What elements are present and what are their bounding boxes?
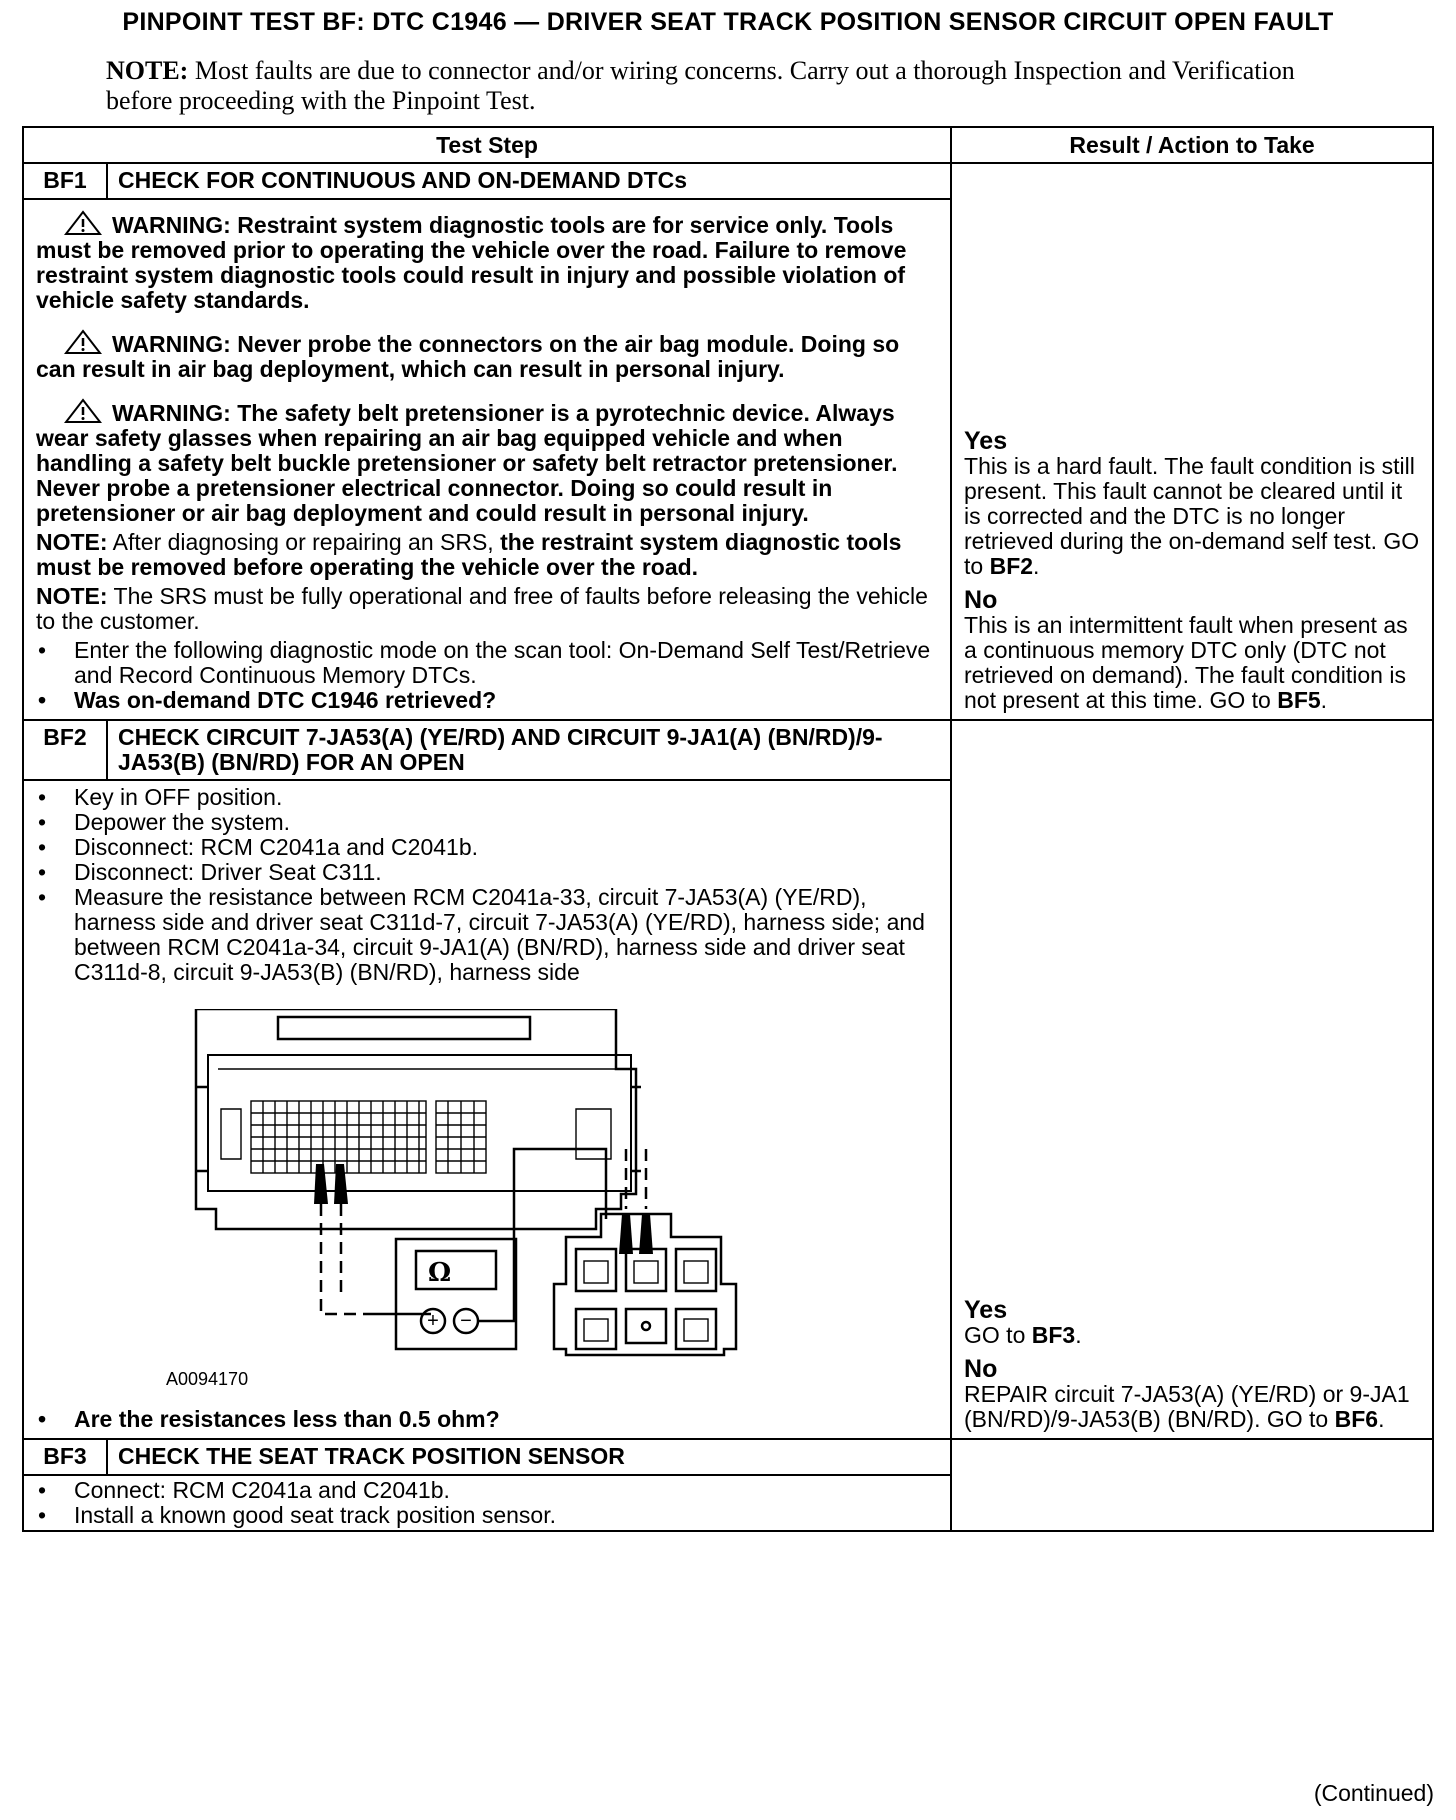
bf2-yes-target: BF3 [1031,1322,1076,1348]
list-item: • Measure the resistance between RCM C2041a-33, circuit 7-JA53(A) (YE/RD), harness side and driver seat C311d-7, circuit 7-JA53(A) (YE/RD), harness side; and between RCM C2041a-34, circuit 9-JA1(A) (BN/RD), harness side and driver seat C311d-8, circuit 9-JA53(B) (BN/RD), harness side [36,885,938,985]
bf3-step-title: CHECK THE SEAT TRACK POSITION SENSOR [107,1439,951,1475]
bf1-yes-label: Yes [964,427,1008,455]
ohm-symbol: Ω [428,1258,452,1288]
bf2-bullets [36,785,938,985]
bf1-question: • Was on-demand DTC C1946 retrieved? [36,688,938,713]
warning-triangle-icon [64,210,102,236]
bf1-note-1-label: NOTE: [36,529,108,555]
bf1-note-2-label: NOTE: [36,583,108,609]
page-title: PINPOINT TEST BF: DTC C1946 — DRIVER SEAT TRACK POSITION SENSOR CIRCUIT OPEN FAULT [122,8,1334,36]
bf1-warning-3-text: WARNING: The safety belt pretensioner is a pyrotechnic device. Always wear safety glasses when repairing an air bag equipped vehicle and when handling a safety belt buckle pretensioner or safety belt retractor pretensioner. Never probe a pretensioner electrical connector. Doing so could result in pretensioner or air bag deployment and could result in personal injury. [36,400,898,526]
bf2-no-end: . [1378,1406,1385,1432]
intro-note-label: NOTE: [106,56,189,85]
bf1-no-label: No [964,586,998,614]
rcm-connector-outline [196,1009,636,1229]
bf2-yes-end: . [1075,1322,1082,1348]
bf1-no-text [964,613,1420,713]
bf2-no-target: BF6 [1334,1406,1379,1432]
bf1-warning-2 [36,329,938,382]
bf1-step-id: BF1 [23,163,107,199]
bf1-body [23,199,951,720]
bf1-title-row [23,163,1433,199]
list-item: • Disconnect: RCM C2041a and C2041b. [36,835,938,860]
ohmmeter-body [396,1239,516,1349]
bf1-yes-end: . [1033,553,1040,579]
bf2-yes-label: Yes [964,1296,1008,1324]
bf1-no-target: BF5 [1277,687,1321,713]
bf3-title-row [23,1439,1433,1475]
bf2-yes-action: GO to [964,1322,1032,1348]
warning-triangle-icon [64,329,102,355]
bf1-no-end: . [1320,687,1328,713]
bf3-body [23,1475,951,1531]
meter-minus-terminal: − [460,1310,472,1332]
bf2-no-label: No [964,1355,998,1383]
continued-label: (Continued) [1313,1780,1434,1806]
bf1-warning-2-text: WARNING: Never probe the connectors on the air bag module. Doing so can result in air bag deployment, which can result in personal injury. [36,331,900,382]
list-item: • Disconnect: Driver Seat C311. [36,860,938,885]
bf2-step-id: BF2 [23,720,107,780]
bf2-question-list [36,1407,938,1432]
pinpoint-test-table [22,126,1434,1532]
bf1-note-2-text: The SRS must be fully operational and free of faults before releasing the vehicle to the customer. [36,583,928,634]
bf1-result-cell [951,163,1433,720]
bf1-yes-action: This is a hard fault. The fault condition is still present. This fault cannot be cleared until it is corrected and the DTC is no longer retrieved during the on-demand self test. GO to [964,453,1420,579]
warning-triangle-icon [64,398,102,424]
table-header-row [23,127,1433,163]
bf2-yes-text [964,1323,1420,1348]
header-test-step: Test Step [23,127,951,163]
meter-plus-terminal: + [427,1310,439,1332]
figure-code: A0094170 [166,1369,249,1389]
list-item: • Depower the system. [36,810,938,835]
bf1-note-1 [36,530,938,580]
bf3-step-id: BF3 [23,1439,107,1475]
bf1-warning-3 [36,398,938,526]
connector-diagram [36,1009,856,1399]
intro-note-text: Most faults are due to connector and/or wiring concerns. Carry out a thorough Inspection and Verification before proceeding with the Pinpoint Test. [106,56,1295,115]
bf1-warning-1-text: WARNING: Restraint system diagnostic tools are for service only. Tools must be removed prior to operating the vehicle over the road. Failure to remove restraint system diagnostic tools could result in injury and possible violation of vehicle safety standards. [36,212,907,313]
bf2-question: • Are the resistances less than 0.5 ohm? [36,1407,938,1432]
bf2-title-row [23,720,1433,780]
wiring-diagram-graphic [36,1009,856,1359]
bf1-note-1-bold: the restraint system diagnostic tools must be removed before operating the vehicle over the road. [36,529,902,580]
bf2-no-text [964,1382,1420,1432]
bf1-note-2 [36,584,938,634]
bf3-bullets [36,1478,938,1528]
bf1-yes-text [964,454,1420,579]
bf2-step-title: CHECK CIRCUIT 7-JA53(A) (YE/RD) AND CIRCUIT 9-JA1(A) (BN/RD)/9-JA53(B) (BN/RD) FOR AN OPEN [107,720,951,780]
bf1-warning-1 [36,210,938,313]
list-item: • Key in OFF position. [36,785,938,810]
bf2-body [23,780,951,1439]
bf1-no-action: This is an intermittent fault when present as a continuous memory DTC only (DTC not retrieved on demand). The fault condition is not present at this time. GO to [964,612,1408,713]
bf2-result-cell [951,720,1433,1439]
bf3-result-cell [951,1439,1433,1531]
list-item: • Install a known good seat track position sensor. [36,1503,938,1528]
header-result: Result / Action to Take [951,127,1433,163]
bf1-bullets [36,638,938,713]
bf1-step-title: CHECK FOR CONTINUOUS AND ON-DEMAND DTCs [107,163,951,199]
bf1-note-1-text: After diagnosing or repairing an SRS, [107,529,501,555]
list-item: • Enter the following diagnostic mode on the scan tool: On-Demand Self Test/Retrieve and Record Continuous Memory DTCs. [36,638,938,688]
bf1-yes-target: BF2 [989,553,1034,579]
bf2-no-action: REPAIR circuit 7-JA53(A) (YE/RD) or 9-JA1 (BN/RD)/9-JA53(B) (BN/RD). GO to [964,1381,1410,1432]
list-item: • Connect: RCM C2041a and C2041b. [36,1478,938,1503]
intro-note [106,56,1356,116]
